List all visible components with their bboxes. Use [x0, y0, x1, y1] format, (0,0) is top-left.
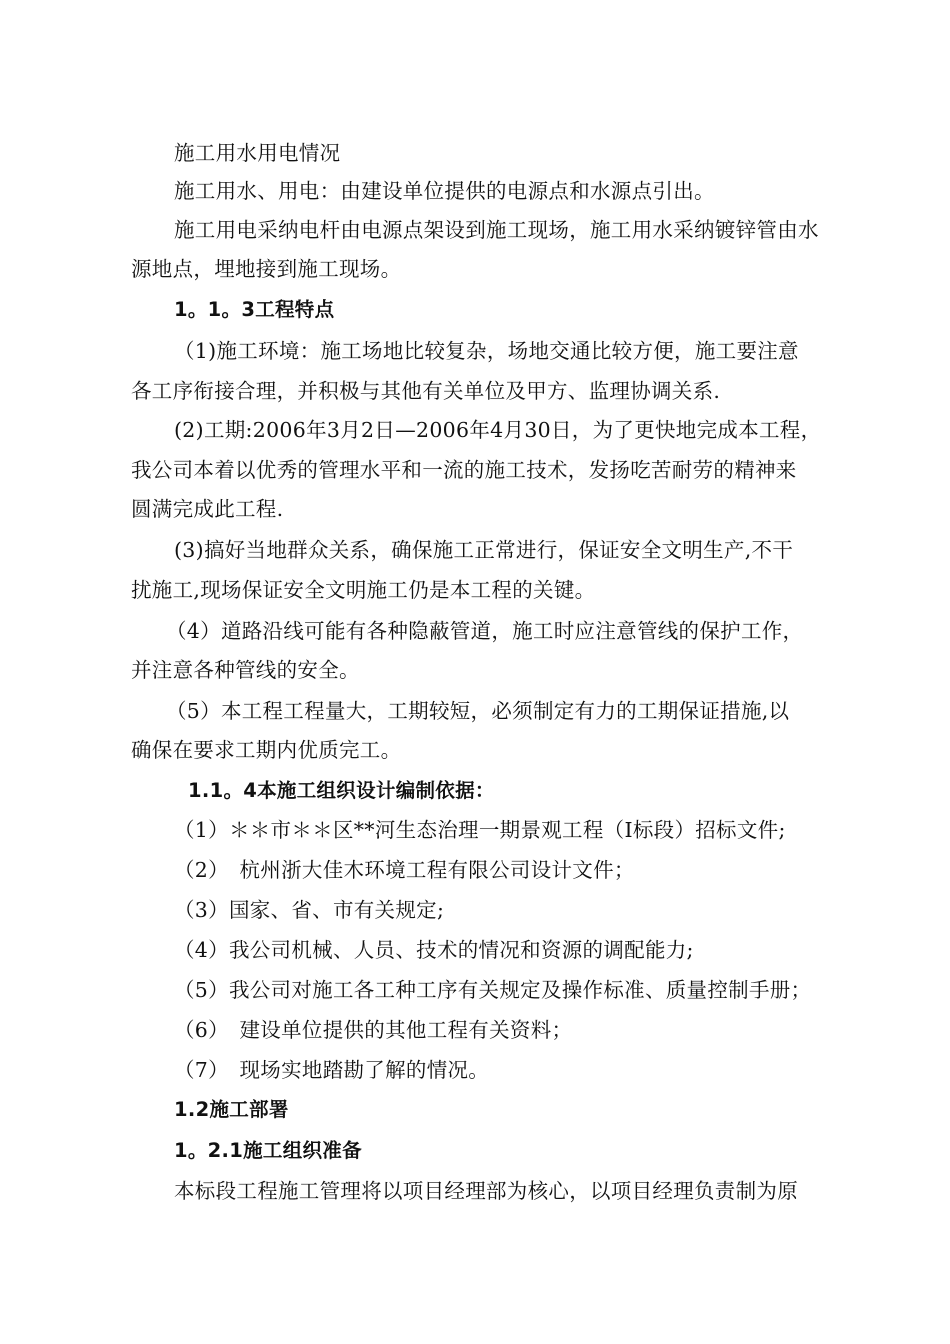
basis-item-7: （7） 现场实地踏勘了解的情况。: [174, 1058, 490, 1082]
feature-4-line-1: （4）道路沿线可能有各种隐蔽管道，施工时应注意管线的保护工作，: [166, 619, 804, 643]
feature-2-line-1: (2)工期:2006年3月2日—2006年4月30日，为了更快地完成本工程，: [174, 418, 822, 442]
feature-1-line-1: （1)施工环境：施工场地比较复杂，场地交通比较方便，施工要注意: [174, 339, 799, 363]
basis-item-5: （5）我公司对施工各工种工序有关规定及操作标准、质量控制手册；: [174, 978, 812, 1002]
paragraph-supply-line-1: 施工用电采纳电杆由电源点架设到施工现场，施工用水采纳镀锌管由水: [174, 218, 819, 242]
section-heading-1-2-1: 1。2.1施工组织准备: [174, 1139, 362, 1162]
basis-item-3: （3）国家、省、市有关规定;: [174, 898, 445, 922]
basis-item-1: （1）＊＊市＊＊区**河生态治理一期景观工程（Ⅰ标段）招标文件;: [174, 818, 786, 842]
feature-5-line-1: （5）本工程工程量大，工期较短，必须制定有力的工期保证措施,以: [166, 699, 790, 723]
feature-5-line-2: 确保在要求工期内优质完工。: [131, 738, 402, 762]
feature-3-line-2: 扰施工,现场保证安全文明施工仍是本工程的关键。: [131, 578, 596, 602]
paragraph-supply-line-2: 源地点，埋地接到施工现场。: [131, 257, 402, 281]
feature-4-line-2: 并注意各种管线的安全。: [131, 658, 360, 682]
section-heading-1-2: 1.2施工部署: [174, 1098, 289, 1121]
basis-item-4: （4）我公司机械、人员、技术的情况和资源的调配能力;: [174, 938, 694, 962]
feature-1-line-2: 各工序衔接合理，并积极与其他有关单位及甲方、监理协调关系.: [131, 379, 721, 403]
basis-item-6: （6） 建设单位提供的其他工程有关资料；: [174, 1018, 573, 1042]
basis-item-2: （2） 杭州浙大佳木环境工程有限公司设计文件；: [174, 858, 635, 882]
paragraph-water-power-source: 施工用水、用电：由建设单位提供的电源点和水源点引出。: [174, 179, 715, 203]
section-heading-1-1-4: 1.1。4本施工组织设计编制依据：: [188, 779, 495, 802]
feature-2-line-2: 我公司本着以优秀的管理水平和一流的施工技术，发扬吃苦耐劳的精神来: [131, 458, 797, 482]
paragraph-water-power-title: 施工用水用电情况: [174, 141, 341, 165]
paragraph-management-line-1: 本标段工程施工管理将以项目经理部为核心，以项目经理负责制为原: [174, 1179, 798, 1203]
section-heading-1-1-3: 1。1。3工程特点: [174, 298, 335, 321]
feature-2-line-3: 圆满完成此工程.: [131, 497, 284, 521]
feature-3-line-1: (3)搞好当地群众关系，确保施工正常进行，保证安全文明生产,不干: [174, 538, 794, 562]
